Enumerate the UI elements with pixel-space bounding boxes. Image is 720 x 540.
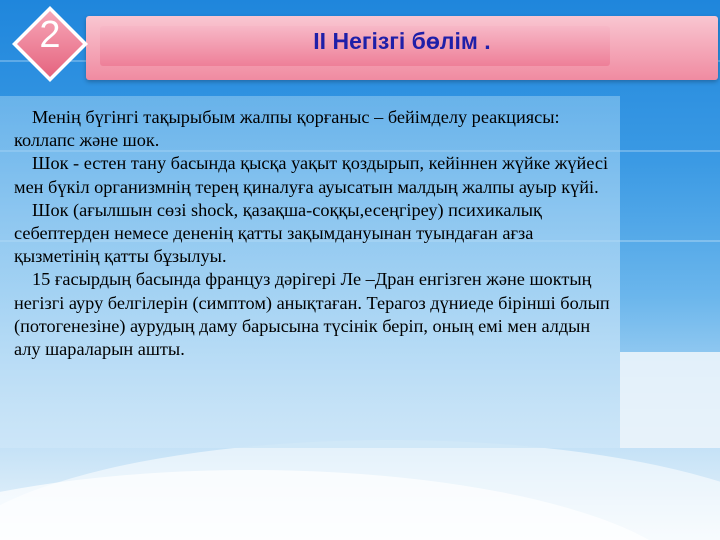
paragraph: Шок (ағылшын сөзі shock, қазақша-соққы,есеңгіреу) психикалық себептерден немесе дененің қатты зақымдануынан туындаған ағза қызметінің қатты бұзылуы. (14, 199, 542, 267)
slide-body (14, 106, 620, 448)
paragraph: Шок - естен тану басында қысқа уақыт қоздырып, кейіннен жүйке жүйесі мен бүкіл организмнің терең қиналуға ауысатын малдың жалпы ауыр күйі. (14, 153, 609, 197)
slide-title: II Негізгі бөлім . (313, 28, 491, 54)
decor-panel (620, 352, 720, 448)
slide-number: 2 (39, 14, 61, 56)
paragraph: Менің бүгінгі тақырыбым жалпы қорғаныс – бейімделу реакциясы: коллапс және шок. (14, 107, 560, 151)
paragraph: 15 ғасырдың басында француз дәрігері Ле –Дран енгізген және шоктың негізгі ауру белгілерін (симптом) анықтаған. Терагоз дүниеде бірінші болып (потогенезіне) аурудың даму барысына түсінік беріп, оның емі мен алдын алу шараларын ашты. (14, 269, 610, 360)
